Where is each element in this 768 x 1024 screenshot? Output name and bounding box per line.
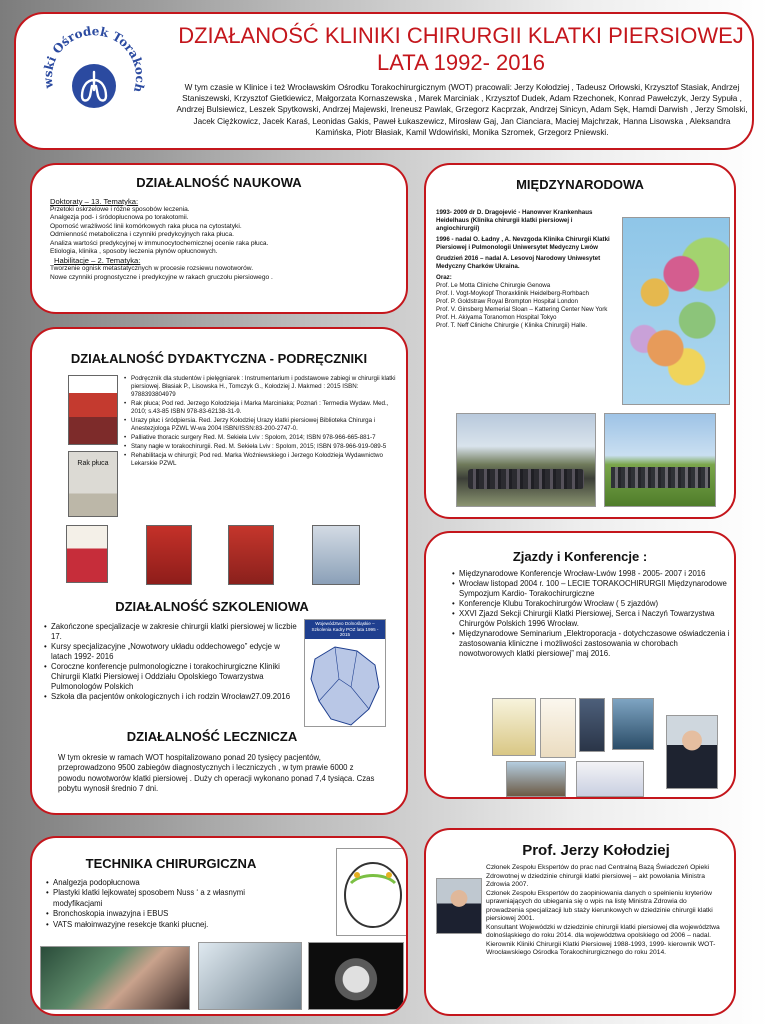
doctorates-heading: Doktoraty – 13. Tematyka: [50,197,139,206]
surgical-technique-box [30,836,408,1016]
professor-bio-line: Członek Zespołu Ekspertów do prac nad Centralną Bazą Świadczeń Opieki Zdrowotnej w dziedzinie chirurgii klatki piersiowej – akt powołania Ministra Zdrowia 2007. [486,864,710,888]
textbook-item: • Palliative thoracic surgery Red. M. Sekieła Lviv : Spolom, 2014; ISBN 978-966-665-881-7 [124,434,376,441]
research-title: DZIAŁALNOŚĆ NAUKOWA [136,175,302,190]
book-cover-instrumentarium [68,375,118,445]
habilitations-list [50,265,400,282]
doctorate-topic: Analgezja pod- i śródopłucnowa po torakotomii. [50,214,189,222]
conference-item: • Międzynarodowe Konferencje Wrocław-Lwów 1998 - 2005- 2007 i 2016 [452,569,730,579]
international-entry: Grudzień 2016 – nadal A. Lesovoj Narodowy Uniwesytet Medyczny Charków Ukraina. [436,255,601,270]
training-list [44,622,300,702]
bronchoscopy-image [308,942,404,1010]
conference-poster-4 [612,698,654,750]
doctorate-topic: Odmienność metaboliczna i czynniki predykcyjnych raka płuca. [50,231,234,239]
textbook-item: • Stany nagłe w torakochirurgii. Red. M. Sekieła Lviv : Spolom, 2015; ISBN 978-966-919-089-5 [124,443,387,450]
professor-photo [436,878,482,934]
international-entry: 1996 - nadal O. Ładny , A. Nevzgoda Klinika Chirurgii Klatki Piersiowej i Pulmonologii Uniwersytet Medyczny Lwów [436,236,610,251]
conference-poster-5 [576,761,644,797]
doctorate-topic: Analiza wartości predykcyjnej w immunocytochemicznej ocenie raka płuca. [50,239,269,247]
training-item: • Szkoła dla pacjentów onkologicznych i ich rodzin Wrocław27.09.2016 [44,692,300,702]
conferences-list [452,569,730,659]
map-region-shape [305,639,386,727]
professor-entry: Prof. V. Ginsberg Memerial Sloan – Kattering Center New York [436,306,608,313]
chest-ct-diagram [337,849,408,936]
map-caption: Województwo Dolnośląskie – Szkolenia Kadry POZ lata 1995 - 2015 [305,620,385,639]
staff-intro: W tym czasie w Klinice i też Wrocławskim Ośrodku Torakochirurgicznym (WOT) pracowali: Jerzy Kołodziej , Tadeusz Orłowski, Krzysztof Stasiak, Andrzej Staniszewski, Krzysztof Gietkiewicz, Małgorzata Kornaszewska , Marek Marciniak , Krzysztof Dudek, Adam Rzechonek, Konrad Pawełczyk, Jerzy Sypuła , Andrzej Bulsiewicz, Leszek Spytkowski, Andrzej Majewski, Ireneusz Pawlak, Grzegorz Kacprzak, Andrzej Sinicyn, Adam Sęk, Hamdi Darwish , Jerzy Smolski, Jacek Ciężkowicz, Jacek Karaś, Leonidas Gakis, Paweł Łukaszewicz, Mirosław Gaj, Jan Cianciara, Maciej Majchrzak, Hanna Lisowska , Aleksandra Kamińska, Piotr Błasiak, Kamil Wdowiński, Monika Szromek, Grzegorz Pniewski. [176,83,748,137]
teaching-title: DZIAŁALNOŚĆ DYDAKTYCZNA - PODRĘCZNIKI [70,351,368,366]
professor-bio [486,864,726,958]
conferences-title: Zjazdy i Konferencje : [512,549,648,564]
bullet-icon: • [124,417,127,424]
training-item: • Zakończone specjalizacje w zakresie chirurgii klatki piersiowej w liczbie 17. [44,622,300,642]
group-photo-right [604,413,716,507]
clinic-logo [34,24,154,144]
page-title [176,22,746,76]
book-cover-rak-pluca [68,451,118,517]
conference-item: • Międzynarodowe Seminarium „Elektroporacja - dotychczasowe oświadczenia i zastosowania kliniczne i możliwości zastosowania w chorobach nowotworowych klatki piersiowej” maj 2016. [452,629,730,659]
book-cover-urazy [66,525,108,583]
professor-bio-line: Kierownik Kliniki Chirurgii Klatki Piersiowej 1988-1993, 1999- kierownik WOT- Wrocławskiego Ośrodka Torakochirurgicznego do roku 2014. [486,940,716,956]
logo-text: wski Ośrodek Torakoch [40,24,148,94]
technique-item: • Bronchoskopia inwazyjna i EBUS [46,909,258,919]
conference-item: • XXVI Zjazd Sekcji Chirurgii Klatki Piersiowej, Serca i Naczyń Towarzystwa Chirurgów Polskich 1996 Wrocław. [452,609,730,629]
page-title-line2: LATA 1992- 2016 [377,50,545,75]
group-photo-left [456,413,596,507]
international-box [424,163,736,519]
technique-item: • VATS małoinwazyjne resekcje tkanki płucnej. [46,920,258,930]
conference-poster-1 [492,698,536,756]
bullet-icon: • [124,375,127,382]
research-box [30,163,408,314]
professor-entry: Prof. T. Neff Cliniche Chirurgie ( Klinika Chirurgii) Halle. [436,322,588,329]
professor-title: Prof. Jerzy Kołodziej [522,842,670,859]
training-title: DZIAŁALNOŚĆ SZKOLENIOWA [115,599,309,614]
surgery-photo-2 [198,942,302,1010]
professor-portrait-medal [666,715,718,789]
training-item: • Coroczne konferencje pulmonologiczne i torakochirurgiczne Kliniki Chirurgii Klatki Piersiowej i Oddziału Opolskiego Towarzystwa Pulmonologów Polskich [44,662,300,692]
book-label: Rak płuca [77,460,109,467]
professor-entry: Prof. P. Goldstraw Royal Brompton Hospital London [436,298,578,305]
habilitation-topic: Tworzenie ognisk metastatycznych w procesie rozsiewu nowotworów. [50,265,254,273]
book-cover-palliative [146,525,192,585]
bullet-icon: • [124,400,127,407]
book-cover-rehabilitacja [312,525,360,585]
doctorates-list [50,206,400,256]
professor-entry: Prof. Le Motta Cliniche Chirurgie Genowa [436,282,551,289]
textbooks-list [124,375,396,469]
conference-item: • Wrocław listopad 2004 r. 100 – LECIE TORAKOCHIRURGII Międzynarodowe Sympozjum Kardio- Torakochirurgiczne [452,579,730,599]
technique-item: • Plastyki klatki lejkowatej sposobem Nuss ‘ a z własnymi modyfikacjami [46,888,258,909]
textbook-item: • Podręcznik dla studentów i pielęgniarek : Instrumentarium i podstawowe zabiegi w chirurgii klatki piersiowej. Błasiak P., Lisowska H., Tomczyk G., Kołodziej J. Makmed : 2015 ISBN: 9788393804979 [124,375,396,398]
book-cover-stany-nagle [228,525,274,585]
doctorate-topic: Oporność wrażliwość linii komórkowych raka płuca na cytostatyki. [50,222,242,230]
professor-list [436,282,616,330]
surgical-technique-title: TECHNIKA CHIRURGICZNA [85,856,257,871]
textbook-item: • Rehabilitacja w chirurgii; Pod red. Marka Woźniewskiego i Jerzego Kołodzieja Wydawnictwo Lekarskie PZWL [124,452,383,467]
international-entries [436,209,616,271]
conference-poster-3 [579,698,605,752]
textbook-item: • Urazy płuc i śródpiersia. Red. Jerzy Kołodziej Urazy klatki piersiowej Biblioteka Chirurga i Anestezjologa PZWL W-wa 2004 ISBN/ISSN:83-200-2747-0. [124,417,376,432]
treatment-text: W tym okresie w ramach WOT hospitalizowano ponad 20 tysięcy pacjentów, przeprowadzono 9500 zabiegów diagnostycznych i leczniczych , w tym prawie 6000 z powodu nowotworów klatki piersiowej . Duży ch operacji wykonano ponad 7,4 tysiąca. Czas pobytu wynosił średnio 7 dni. [58,753,375,794]
treatment-title: DZIAŁALNOŚĆ LECZNICZA [126,729,298,744]
lower-silesia-map [304,619,386,727]
bullet-icon: • [124,443,127,450]
conference-item: • Konferencje Klubu Torakochirurgów Wrocław ( 5 zjazdów) [452,599,730,609]
doctorate-topic: Etiologia, klinika , sposoby leczenia płynów opłucnowych. [50,248,218,256]
oraz-label: Oraz: [436,274,452,281]
textbook-item: • Rak płuca; Pod red. Jerzego Kołodzieja i Marka Marciniaka; Poznań : Termedia Wydaw. Med., 2010; s.43-85 ISBN 978-83-62138-31-9. [124,400,389,415]
international-title: MIĘDZYNARODOWA [516,177,644,192]
teaching-box [30,327,408,815]
header-box [14,12,754,150]
bullet-icon: • [124,434,127,441]
surgery-photo-1 [40,946,190,1010]
professor-bio-line: Członek Zespołu Ekspertów do zaopiniowania danych o spełnieniu kryteriów uprawniających do ubiegania się o wpis na listę Ministra Zdrowia do prowadzenia specjalizacji lub staży kierunkowych w dziedzinie chirurgii klatki piersiowej 2001. [486,889,713,922]
technique-item: • Analgezja podopłucnowa [46,878,258,888]
conferences-box [424,531,736,799]
page-title-line1: DZIAŁANOŚĆ KLINIKI CHIRURGII KLATKI PIERSIOWEJ [178,23,744,48]
chest-diagram-image [336,848,408,936]
doctorate-topic: Przetoki oskrzelowe i różne sposobów leczenia. [50,206,190,213]
professor-box [424,828,736,1016]
habilitation-topic: Nowe czynniki prognostyczne i predykcyjne w rakach gruczołu piersiowego . [50,273,273,281]
training-item: • Kursy specjalizacyjne „Nowotwory układu oddechowego” edycje w latach 1992- 2016 [44,642,300,662]
professor-bio-line: Konsultant Wojewódzki w dziedzinie chirurgii klatki piersiowej dla województwa dolnośląskiego do roku 2014. dla województwa opolskiego od 2006 – nadal. [486,923,720,939]
surgical-technique-list [46,878,258,930]
conference-poster-2 [540,698,576,758]
conference-photo-building [506,761,566,797]
bullet-icon: • [124,452,127,459]
professor-entry: Prof. H. Akiyama Toranomon Hospital Tokyo [436,314,557,321]
international-entry: 1993- 2009 dr D. Dragojević - Hanowver Krankenhaus Heidelhaus (Klinika chirurgii klatki piersiowej i angiochirurgii) [436,209,593,232]
habilitations-heading: Habilitacje – 2. Tematyka: [54,256,141,266]
professor-entry: Prof. I. Vogt-Moykopf Thoraxklinik Heidelberg-Rorhbach [436,290,589,297]
europe-map-image [622,217,730,405]
